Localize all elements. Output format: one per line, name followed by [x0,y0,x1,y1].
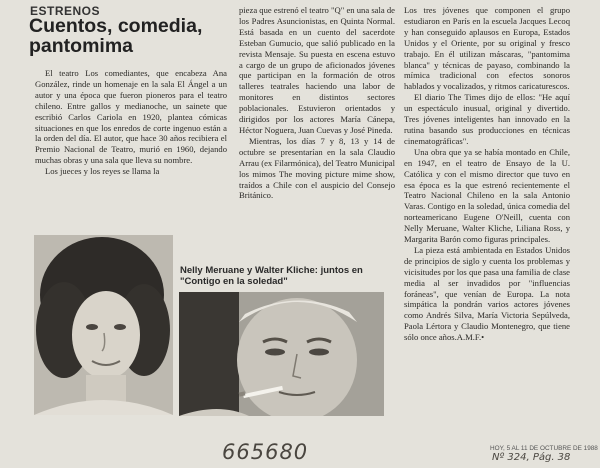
section-kicker: ESTRENOS [30,4,101,18]
article-headline: Cuentos, comedia, pantomima [29,15,203,57]
paragraph: Los tres jóvenes que componen el grupo estudiaron en París en la escuela Jacques Lecoq y han conseguido aplausos en Europa, Estados Unidos y el Oriente, por su original y fresco trabajo. En él utilizan máscaras, "pantomima blanca" y técnicas de payaso, combinando la mímica tradicional con efectos sonoros hablados y vocalizados, y ritmos caricaturescos. [404,5,570,92]
text-column-2 [239,5,395,259]
paragraph: La pieza está ambientada en Estados Unidos de principios de siglo y cuenta los problemas y vicisitudes por los que pasa una familia de clase media al ser invadidos por "influencias foráneas", que venían de Europa. La nota simpática la pondrán varios actores jóvenes como Andrés Silva, María Victoria Sepúlveda, Paola Lértora y Claudio Montenegro, que tiene sólo once años.A.M.F.• [404,244,570,343]
photo-man-smoking [179,292,384,416]
photo-man-icon [179,292,384,416]
text-column-3 [404,5,570,412]
paragraph: pieza que estrenó el teatro "Q" en una sala de los Padres Asuncionistas, en Quinta Normal. Está basada en un cuento del sacerdote Esteban Gumucio, que salió publicado en la revista Mensaje. Su puesta en escena estuvo a cargo de un grupo de aficionados jóvenes que participan en la formación de otros talleres teatrales haciendo una labor de monitores en distintos sectores poblacionales. Estuvieron orientados y dirigidos por los actores María Cánepa, Héctor Noguera, Juan Cuevas y José Pineda. [239,5,395,135]
paragraph: Una obra que ya se había montado en Chile, en 1947, en el teatro de Ensayo de la U. Católica y con el mismo director que tuvo en esa época es la que estrenó recientemente el Teatro Nacional Chileno en la sala Antonio Varas. Contigo en la soledad, única comedia del norteamericano Eugene O'Neill, cuenta con Nelly Meruane, Walter Kliche, Liliana Ross, y Margarita Barón como figuras principales. [404,146,570,245]
handwritten-reference: Nº 324, Pág. 38 [492,452,571,463]
publication-footer: HOY, 5 AL 11 DE OCTUBRE DE 1988 [490,445,598,452]
paragraph: Mientras, los días 7 y 8, 13 y 14 de octubre se presentarían en la sala Claudio Arrau (ex Filarmónica), del Teatro Municipal los mimos The moving picture mime show, traídos a Chile con el auspicio del Consejo Británico. [239,135,395,201]
photo-woman [34,235,173,415]
photo-caption: Nelly Meruane y Walter Kliche: juntos en "Contigo en la soledad" [180,265,363,287]
photo-woman-icon [34,235,173,415]
text-column-1 [35,68,227,229]
paragraph: Los jueces y los reyes se llama la [45,166,160,177]
paragraph: El teatro Los comediantes, que encabeza Ana González, rinde un homenaje en la sala El Ángel a un autor y una época que fueron pioneros para el teatro chileno. Entre gallos y medianoche, un sainete que escribió Carlos Cariola en 1920, plantea cómicas situaciones en que los enredos de corte ingenuo están a la orden del día. El autor, que hace 30 años recibiera el Premio Nacional de Teatro, murió en 1960, dejando muchas obras y una sala que lleva su nombre. [35,68,227,166]
paragraph: El diario The Times dijo de ellos: "He aquí un espectáculo inusual, original y divertido. Tres jóvenes inteligentes han innovado en la rutina basando sus producciones en técnicas cinematográficas". [404,92,570,146]
handwritten-archive-number: 665680 [222,440,309,464]
